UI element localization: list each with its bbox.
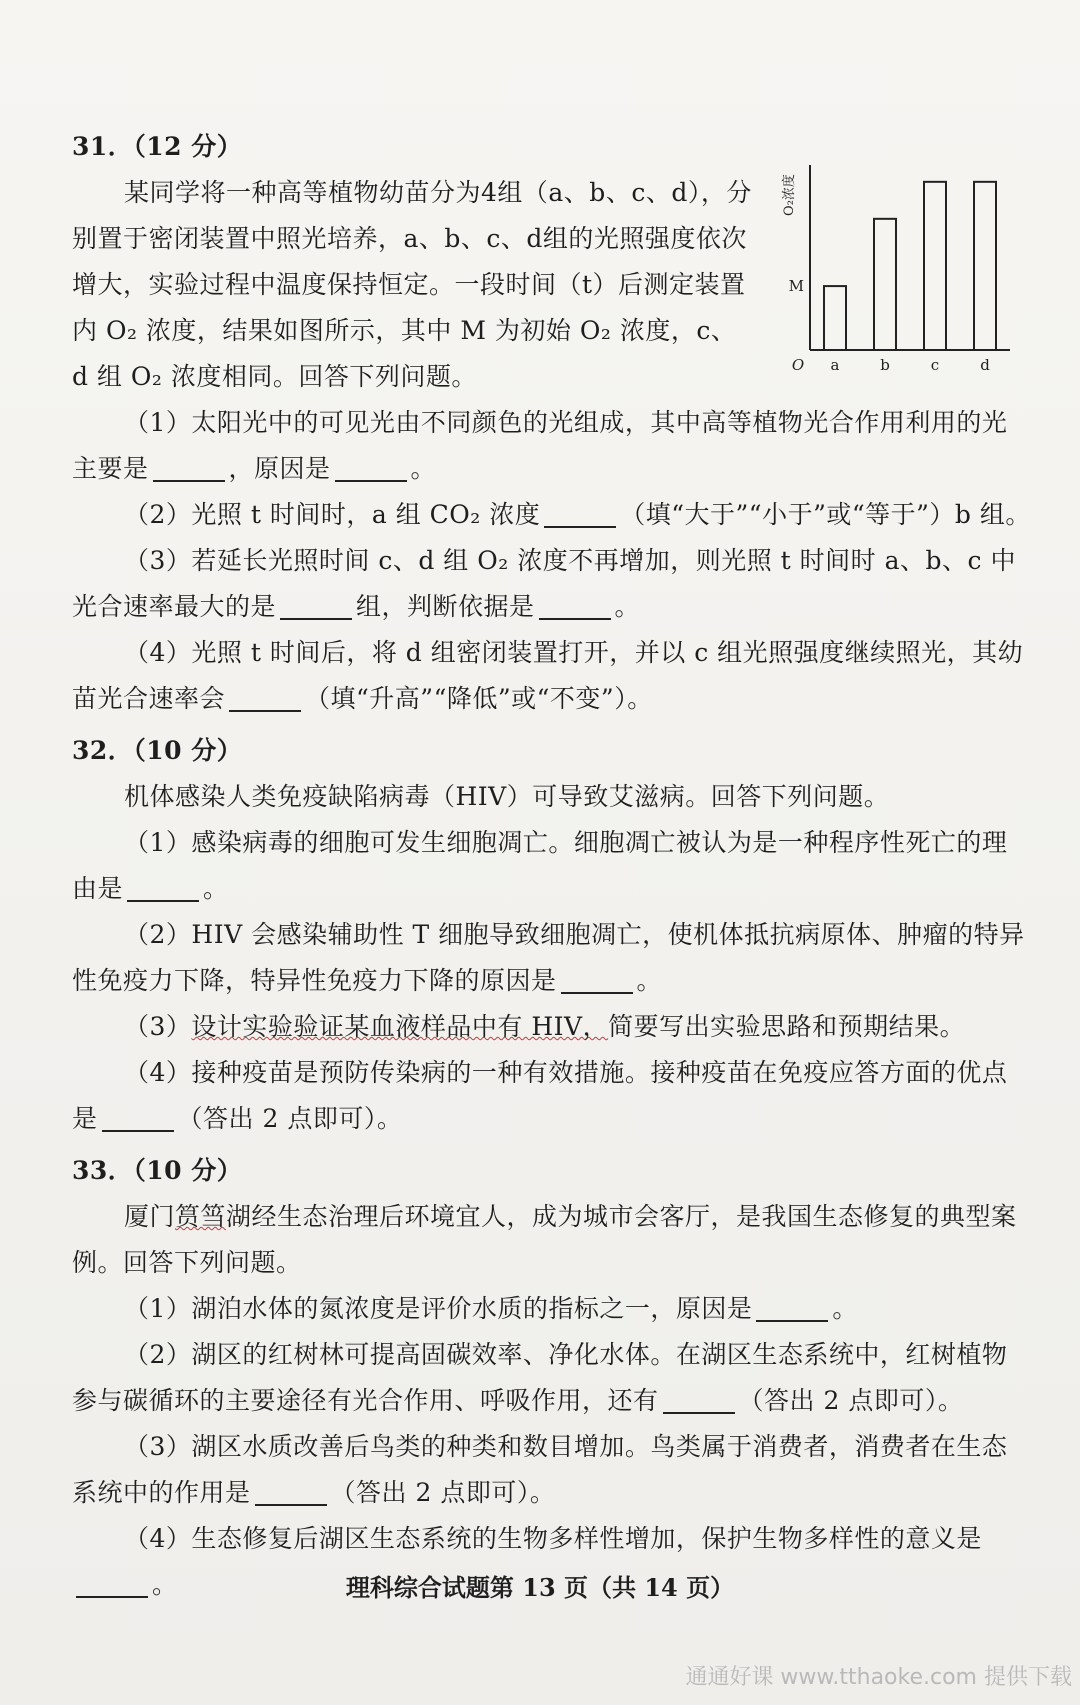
- page-footer: 理科综合试题第 13 页（共 14 页）: [345, 1573, 735, 1602]
- answer-blank[interactable]: [153, 460, 225, 482]
- y-axis-label: O₂浓度: [782, 174, 797, 216]
- answer-blank[interactable]: [544, 506, 616, 528]
- question-33-intro: 厦门筼筜湖经生态治理后环境宜人，成为城市会客厅，是我国生态修复的典型案例。回答下列问题。: [72, 1202, 1017, 1277]
- question-32-part-2: （2）HIV 会感染辅助性 T 细胞导致细胞凋亡，使机体抵抗病原体、肿瘤的特异性免疫力下降，特异性免疫力下降的原因是 。: [72, 920, 1025, 995]
- origin-label: O: [791, 356, 805, 374]
- chart-labels: [781, 174, 990, 374]
- question-33-part-3: （3）湖区水质改善后鸟类的种类和数目增加。鸟类属于消费者，消费者在生态系统中的作用是 （答出 2 点即可）。: [72, 1432, 1008, 1507]
- answer-blank[interactable]: [280, 598, 352, 620]
- bar-a: [824, 286, 846, 350]
- answer-blank[interactable]: [229, 690, 301, 712]
- question-31-part-4: （4）光照 t 时间后，将 d 组密闭装置打开，并以 c 组光照强度继续照光，其幼苗光合速率会 （填“升高”“降低”或“不变”）。: [72, 638, 1024, 713]
- answer-blank[interactable]: [539, 598, 611, 620]
- x-tick-label-b: b: [880, 356, 890, 374]
- question-32-intro: 机体感染人类免疫缺陷病毒（HIV）可导致艾滋病。回答下列问题。: [124, 782, 890, 811]
- question-32-part-4: （4）接种疫苗是预防传染病的一种有效措施。接种疫苗在免疫应答方面的优点是 （答出 2 点即可）。: [72, 1058, 1008, 1133]
- bar-chart: [775, 160, 1025, 400]
- question-33-part-4: （4）生态修复后湖区生态系统的生物多样性增加，保护生物多样性的意义是。: [72, 1516, 1032, 1608]
- question-31-part-3: （3）若延长光照时间 c、d 组 O₂ 浓度不再增加，则光照 t 时间时 a、b、c 中光合速率最大的是 组，判断依据是 。: [72, 546, 1016, 621]
- answer-blank[interactable]: [127, 880, 199, 902]
- answer-blank[interactable]: [561, 972, 633, 994]
- question-33-heading: 33．（10 分）: [72, 1156, 243, 1185]
- x-tick-label-a: a: [830, 356, 840, 374]
- question-32-heading: 32．（10 分）: [72, 736, 243, 765]
- o2-concentration-chart: [775, 160, 1025, 400]
- bar-b: [874, 219, 896, 350]
- question-31-part-1: （1）太阳光中的可见光由不同颜色的光组成，其中高等植物光合作用利用的光主要是 ，原因是 。: [72, 408, 1008, 483]
- bar-c: [924, 182, 946, 350]
- answer-blank[interactable]: [663, 1392, 735, 1414]
- x-tick-label-d: d: [980, 356, 990, 374]
- question-33-part-1: （1）湖泊水体的氮浓度是评价水质的指标之一，原因是 。: [124, 1294, 858, 1323]
- question-33-part-2: （2）湖区的红树林可提高固碳效率、净化水体。在湖区生态系统中，红树植物参与碳循环的主要途径有光合作用、呼吸作用，还有 （答出 2 点即可）。: [72, 1340, 1008, 1415]
- bar-d: [974, 182, 996, 350]
- question-32-part-3: （3）设计实验验证某血液样品中有 HIV，简要写出实验思路和预期结果。: [124, 1012, 966, 1041]
- question-31-intro: 某同学将一种高等植物幼苗分为4组（a、b、c、d），分别置于密闭装置中照光培养，a、b、c、d组的光照强度依次增大，实验过程中温度保持恒定。一段时间（t）后测定装置内 O₂ 浓度，结果如图所示，其中 M 为初始 O₂ 浓度，c、d 组 O₂ 浓度相同。回答下列问题。: [72, 178, 752, 391]
- question-32-part-1: （1）感染病毒的细胞可发生细胞凋亡。细胞凋亡被认为是一种程序性死亡的理由是 。: [72, 828, 1008, 903]
- question-31-heading: 31．（12 分）: [72, 132, 243, 161]
- chart-axes: [810, 165, 1010, 350]
- y-marker-label: M: [788, 277, 804, 296]
- x-tick-label-c: c: [930, 356, 940, 374]
- question-31-part-2: （2）光照 t 时间时，a 组 CO₂ 浓度 （填“大于”“小于”或“等于”）b 组。: [124, 500, 1031, 529]
- answer-blank[interactable]: [335, 460, 407, 482]
- answer-blank[interactable]: [756, 1300, 828, 1322]
- answer-blank[interactable]: [102, 1110, 174, 1132]
- chart-bars: [824, 182, 996, 350]
- answer-blank[interactable]: [255, 1484, 327, 1506]
- watermark: 通通好课 www.tthaoke.com 提供下载: [685, 1665, 1072, 1690]
